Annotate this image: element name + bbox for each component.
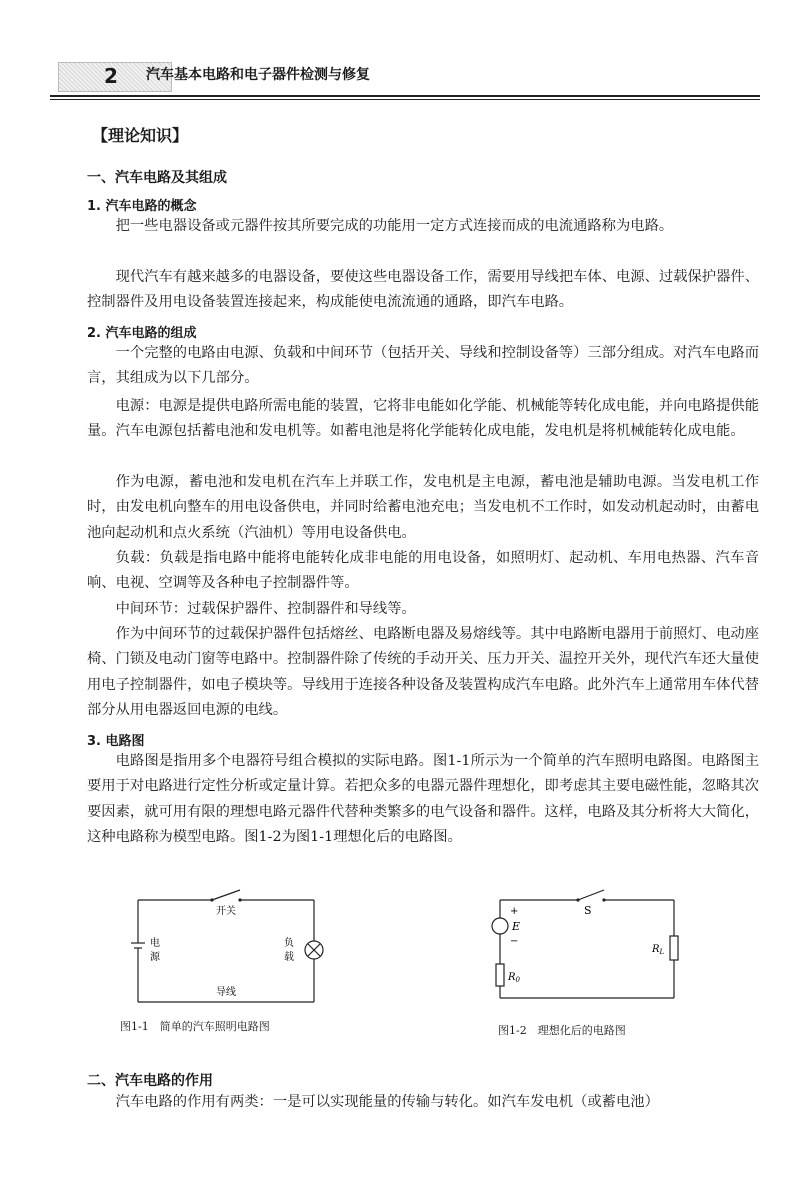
wire-label: 导线: [216, 987, 236, 998]
section-1-title: 一、汽车电路及其组成: [87, 170, 227, 186]
minus-sign: −: [510, 936, 519, 947]
switch-label: S: [584, 904, 592, 917]
r0-label: R: [508, 972, 516, 983]
rl-label: R: [652, 944, 660, 955]
svg-text:RL: [651, 944, 665, 956]
rl-subscript: L: [659, 948, 665, 956]
paragraph: 一个完整的电路由电源、负载和中间环节（包括开关、导线和控制设备等）三部分组成。对汽车电路而言，其组成为以下几部分。: [87, 345, 759, 387]
section-tag: 【理论知识】: [92, 126, 189, 145]
r0-subscript: 0: [515, 976, 520, 984]
paragraph: 汽车电路的作用有两类：一是可以实现能量的传输与转化。如汽车发电机（或蓄电池）: [115, 1094, 659, 1110]
subsection-1-title: 1. 汽车电路的概念: [87, 199, 197, 214]
source-label: 电: [150, 938, 160, 949]
paragraph: 作为电源，蓄电池和发电机在汽车上并联工作，发电机是主电源，蓄电池是辅助电源。当发电机工作时，由发电机向整车的用电设备供电，并同时给蓄电池充电；当发电机不工作时，如发动机起动时，由蓄电池向起动机和点火系统（汽油机）等用电设备供电。: [87, 474, 759, 541]
switch-label: 开关: [216, 906, 236, 917]
paragraph: 电源：电源是提供电路所需电能的装置，它将非电能如化学能、机械能等转化成电能，并向电路提供能量。汽车电源包括蓄电池和发电机等。如蓄电池是将化学能转化成电能，发电机是将机械能转化成电能。: [87, 398, 759, 440]
paragraph: 现代汽车有越来越多的电器设备，要使这些电器设备工作，需要用导线把车体、电源、过载保护器件、控制器件及用电设备装置连接起来，构成能使电流流通的通路，即汽车电路。: [87, 269, 759, 311]
section-2-title: 二、汽车电路的作用: [87, 1073, 213, 1089]
paragraph: 作为中间环节的过载保护器件包括熔丝、电路断电器及易熔线等。其中电路断电器用于前照灯、电动座椅、门锁及电动门窗等电路中。控制器件除了传统的手动开关、压力开关、温控开关外，现代汽车还大量使用电子控制器件，如电子模块等。导线用于连接各种设备及装置构成汽车电路。此外汽车上通常用车体代替部分从用电器返回电源的电线。: [87, 626, 759, 719]
paragraph: 把一些电器设备或元器件按其所要完成的功能用一定方式连接而成的电流通路称为电路。: [115, 218, 674, 234]
paragraph: 电路图是指用多个电器符号组合模拟的实际电路。图1-1所示为一个简单的汽车照明电路图。电路图主要用于对电路进行定性分析或定量计算。若把众多的电器元器件理想化，即考虑其主要电磁性能，忽略其次要因素，就可用有限的理想电路元器件代替种类繁多的电气设备和器件。这样，电路及其分析将大大简化，这种电路称为模型电路。图1-2为图1-1理想化后的电路图。: [87, 753, 759, 846]
page-header: [50, 58, 760, 102]
svg-text:R0: [507, 972, 521, 984]
emf-label: E: [512, 920, 521, 933]
header-rule: [50, 95, 760, 97]
subsection-2-title: 2. 汽车电路的组成: [87, 326, 197, 341]
load-label: 载: [284, 952, 294, 963]
subsection-3-title: 3. 电路图: [87, 734, 145, 749]
figure-1-2-caption: 图1-2 理想化后的电路图: [498, 1024, 626, 1037]
source-label: 源: [150, 952, 160, 963]
book-title: 汽车基本电路和电子器件检测与修复: [146, 67, 370, 83]
plus-sign: +: [510, 906, 519, 917]
paragraph: 中间环节：过载保护器件、控制器件和导线等。: [115, 601, 416, 617]
figure-1-1-circuit: [120, 880, 360, 1010]
figure-1-2-circuit: [488, 884, 698, 1009]
paragraph: 负载：负载是指电路中能将电能转化成非电能的用电设备，如照明灯、起动机、车用电热器、汽车音响、电视、空调等及各种电子控制器件等。: [87, 550, 759, 592]
figure-1-1-caption: 图1-1 简单的汽车照明电路图: [120, 1020, 270, 1033]
page-number: 2: [104, 64, 118, 88]
load-label: 负: [284, 938, 294, 949]
header-rule-thin: [50, 99, 760, 100]
